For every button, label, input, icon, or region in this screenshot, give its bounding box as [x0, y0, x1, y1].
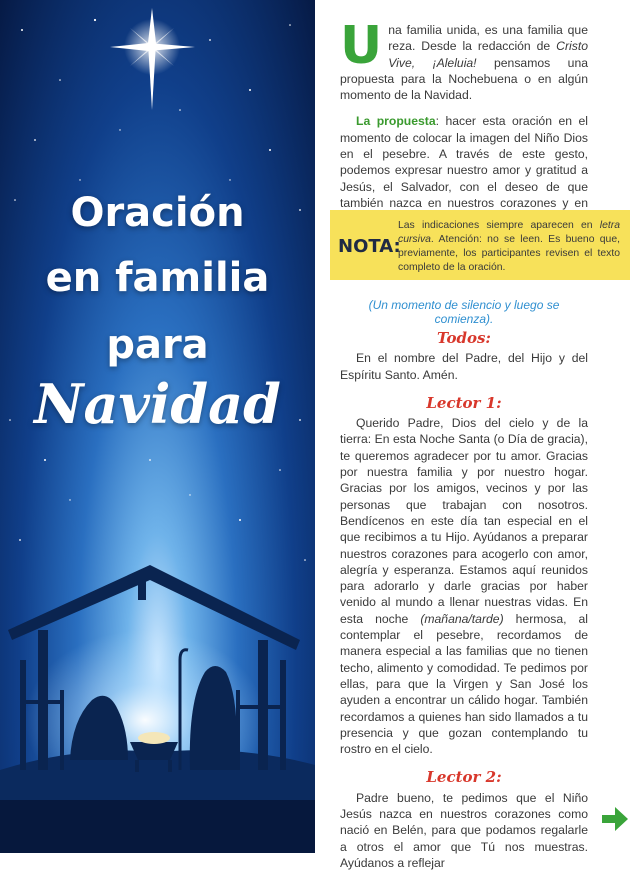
lector1-italic: (mañana/tarde) — [420, 611, 504, 626]
title-line-3: para — [106, 322, 209, 368]
todos-text: En el nombre del Padre, del Hijo y del Espíritu Santo. Amén. — [340, 351, 588, 382]
nota-label: NOTA: — [338, 236, 401, 257]
prayer-column — [340, 318, 588, 871]
nota-box — [330, 210, 630, 280]
todos-heading: Todos: — [437, 329, 491, 347]
lector2-heading: Lector 2: — [426, 768, 502, 787]
intro-text-b: pensamos una propuesta para la Nochebuena o en algún momento de la Navidad. — [340, 55, 588, 103]
drop-cap: U — [340, 16, 383, 76]
nota-text — [398, 219, 620, 275]
nota-text-a: Las indicaciones siempre aparecen en — [398, 220, 600, 231]
title-line-4: Navidad — [34, 372, 281, 436]
title-line-2: en familia — [45, 255, 270, 301]
intro-text-a: na familia unida, es una familia que reza. Desde la redacción de — [388, 23, 588, 54]
proposal-text: : hacer esta oración en el momento de colocar la imagen del Niño Dios en el pesebre. A través de este gesto, podemos expresar nuestro amor y gratitud a Jesús, el Salvador, con el deseo de que también nazca en nuestros corazones y en — [340, 114, 588, 210]
proposal-label: La propuesta — [356, 114, 436, 129]
title-line-1: Oración — [70, 190, 245, 236]
nativity-illustration — [0, 0, 315, 853]
star-of-bethlehem-icon — [110, 8, 195, 110]
arrow-right-icon[interactable] — [600, 805, 630, 833]
baby-jesus — [138, 732, 170, 744]
intro-column — [340, 16, 588, 228]
lector1-text-b: hermosa, al contemplar el pesebre, recordamos de manera especial a las familias que no tienen techo, alimento y comodidad. Te pedimos por ellas, para que la Virgen y San José los ayuden a encontrar un cálido hogar. También recordamos a quienes han sido llamados a tu presencia y que gozan contemplando tu rostro en el cielo. — [340, 611, 588, 757]
lector1-text — [340, 415, 588, 757]
nota-italic: letra cursiva — [398, 220, 620, 245]
nota-text-b: . Atención: no se leen. Es bueno que, previamente, los participantes revisen el texto completo de la oración. — [398, 234, 620, 273]
lector1-heading: Lector 1: — [426, 393, 502, 412]
lector1-text-a: Querido Padre, Dios del cielo y de la tierra: En esta Noche Santa (o Día de gracia), te queremos agradecer por tu amor. Gracias por nuestra familia y por nuestro hogar. Gracias por los amigos, vecinos y por las personas que trabajan con nosotros. Bendícenos en este día tan especial en el que recibimos a tu Hijo. Ayúdanos a preparar nuestros corazones para acogerlo con amor, alegría y esperanza. Estamos aquí reunidos para adorarlo y darle gracias por haber venido al mundo a llenar nuestras vidas. En esta noche — [340, 416, 588, 626]
intro-paragraph — [340, 16, 588, 103]
lector2-text: Padre bueno, te pedimos que el Niño Jesús nazca en nuestros corazones como nació en Belén, para que podamos regalarle a otros el amor que Tú nos muestras. Ayúdanos a reflejar — [340, 790, 588, 870]
silence-instruction: (Un momento de silencio y luego se comienza). — [368, 298, 560, 326]
intro-italic: Cristo Vive, ¡Aleluia! — [388, 39, 588, 70]
